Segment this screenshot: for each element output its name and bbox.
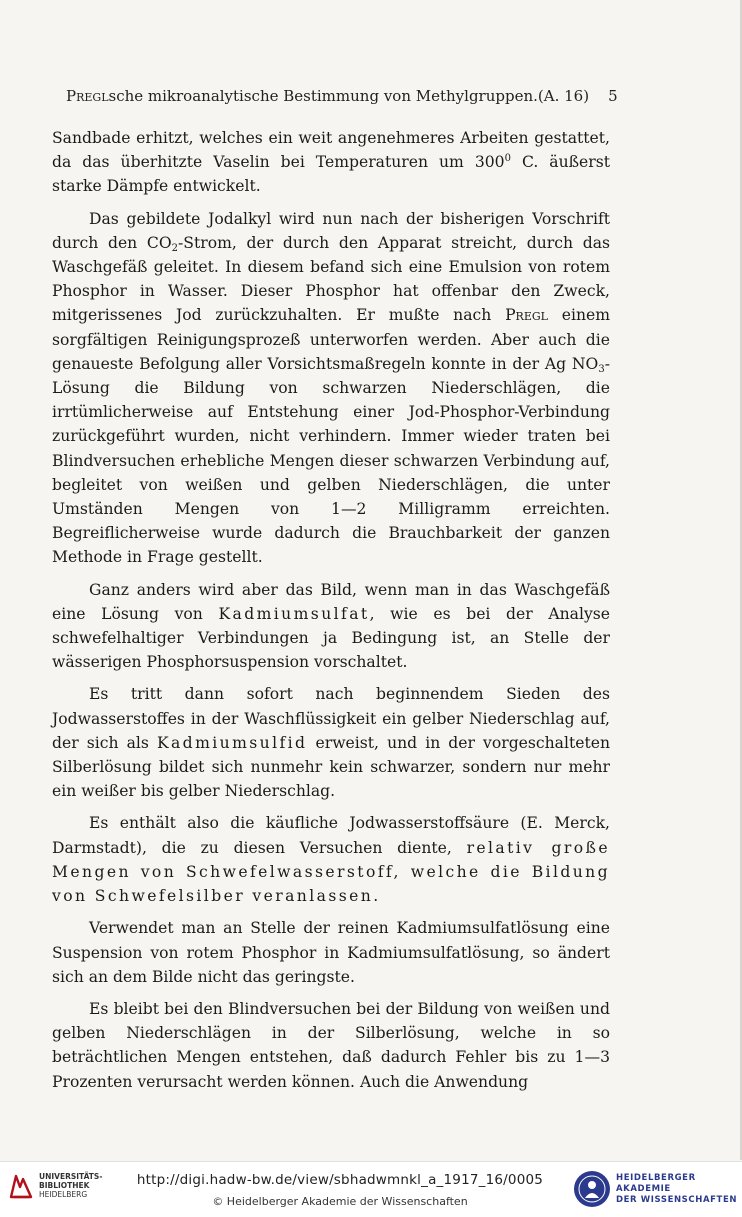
hadw-seal-icon: [574, 1171, 610, 1207]
paragraph-3: [52, 578, 610, 675]
paragraph-7: [52, 997, 610, 1094]
paragraph-6: [52, 916, 610, 989]
ub-line-1: UNIVERSITÄTS-: [39, 1172, 103, 1181]
running-header: [66, 86, 618, 106]
paragraph-4-text-a: Es tritt dann sofort nach beginnendem Sieden des Jodwasserstoffes in der Waschflüssigkeit ein gelber Niederschlag auf, der sich als: [52, 685, 610, 752]
degree-mark: 0: [504, 153, 511, 165]
ub-emblem-icon: [8, 1173, 34, 1199]
hadw-name: [616, 1173, 742, 1206]
paragraph-4: [52, 682, 610, 803]
paragraph-3-text-a: Ganz anders wird aber das Bild, wenn man in das Waschgefäß eine Lösung von: [52, 580, 610, 623]
paragraph-2: [52, 207, 610, 570]
paragraph-1: [52, 126, 610, 199]
copyright-notice: © Heidelberger Akademie der Wissenschaften: [212, 1195, 468, 1208]
paragraph-2-text-b: -Strom, der durch den Apparat streicht, durch das Waschgefäß geleitet. In diesem befand sich eine Emulsion von rotem Phosphor in Wasser. Dieser Phosphor hat offenbar den Zweck, mitgerissenes Jod zurückzuhalten. Er mußte nach: [52, 233, 610, 325]
author-pregl: Pregl: [505, 306, 548, 325]
paragraph-5-text-a: Es enthält also die käufliche Jodwasserstoffsäure (E. Merck, Darmstadt), die zu diesen Versuchen diente,: [52, 814, 610, 857]
ub-line-2: BIBLIOTHEK: [39, 1181, 90, 1190]
hadw-logo[interactable]: [574, 1171, 742, 1207]
page-number: 5: [608, 87, 618, 105]
ub-name: [39, 1172, 102, 1199]
paragraph-2-text-d: -Lösung die Bildung von schwarzen Niederschlägen, die irrtümlicherweise auf Entstehung einer Jod-Phosphor-Verbindung zurückgeführt wurden, nicht verhindern. Immer wieder traten bei Blindversuchen erhebliche Mengen dieser schwarzen Verbindung auf, begleitet von weißen und gelben Niederschlägen, die unter Umständen Mengen von 1—2 Milligramm erreichten. Begreiflicherweise wurde dadurch die Brauchbarkeit der ganzen Methode in Frage gestellt.: [52, 354, 610, 567]
paragraph-6-text: Verwendet man an Stelle der reinen Kadmiumsulfatlösung eine Suspension von rotem Phosphor in Kadmiumsulfatlösung, so ändert sich an dem Bilde nicht das geringste.: [52, 919, 610, 986]
running-title: [66, 86, 538, 106]
spaced-kadmiumsulfat: Kadmiumsulfat: [218, 604, 370, 623]
paragraph-1-end: C. äußerst starke Dämpfe entwickelt.: [52, 153, 610, 196]
spaced-emphasis: relativ große Mengen von Schwefelwasserstoff, welche die Bildung von Schwefelsilber veranlassen.: [52, 838, 610, 906]
permalink[interactable]: http://digi.hadw-bw.de/view/sbhadwmnkl_a_1917_16/0005: [136, 1172, 544, 1188]
hadw-line-2: DER WISSENSCHAFTEN: [616, 1194, 738, 1205]
ub-heidelberg-logo[interactable]: [8, 1172, 102, 1199]
paragraph-7-text: Es bleibt bei den Blindversuchen bei der Bildung von weißen und gelben Niederschlägen in der Silberlösung, welche in so beträchtlichen Mengen entstehen, daß dadurch Fehler bis zu 1—3 Prozenten verursacht werden können. Auch die Anwendung: [52, 999, 610, 1091]
paragraph-2-text-a: Das gebildete Jodalkyl wird nun nach der bisherigen Vorschrift durch den CO: [52, 209, 610, 252]
spaced-kadmiumsulfid: Kadmiumsulfid: [156, 733, 308, 752]
subscript-3: 3: [598, 363, 605, 375]
viewer-footer: [0, 1161, 742, 1217]
hadw-line-1: HEIDELBERGER AKADEMIE: [616, 1172, 696, 1194]
paragraph-3-text-b: , wie es bei der Analyse schwefelhaltiger Verbindungen ja Bedingung ist, an Stelle der wässerigen Phosphorsuspension vorschaltet.: [52, 604, 610, 672]
paragraph-1-text: Sandbade erhitzt, welches ein weit angenehmeres Arbeiten gestattet, da das überhitzte Vaselin bei Temperaturen um 300: [52, 129, 610, 172]
body-text: [52, 126, 610, 1102]
section-number: (A. 16): [537, 87, 590, 105]
paragraph-2-text-c: einem sorgfältigen Reinigungsprozeß unterworfen werden. Aber auch die genaueste Befolgung aller Vorsichtsmaßregeln konnte in der Ag NO: [52, 306, 610, 373]
paragraph-5: [52, 811, 610, 908]
author-name: Pregl: [66, 87, 109, 105]
ub-line-3: HEIDELBERG: [39, 1190, 88, 1199]
title-text: sche mikroanalytische Bestimmung von Methylgruppen.: [108, 87, 538, 105]
subscript-2: 2: [171, 242, 179, 254]
header-right: [538, 86, 618, 106]
paragraph-4-text-b: erweist, und in der vorgeschalteten Silberlösung bildet sich nunmehr kein schwarzer, sondern nur mehr ein weißer bis gelber Niederschlag.: [52, 733, 610, 801]
